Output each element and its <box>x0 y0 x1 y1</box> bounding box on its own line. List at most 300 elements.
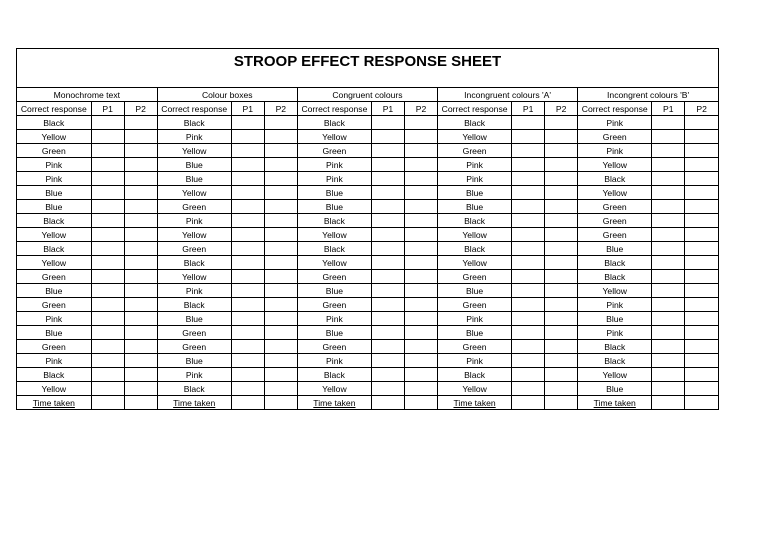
p1-response-cell[interactable] <box>91 256 124 270</box>
p1-response-cell[interactable] <box>652 116 685 130</box>
p2-response-cell[interactable] <box>545 116 578 130</box>
p1-response-cell[interactable] <box>371 382 404 396</box>
p2-response-cell[interactable] <box>545 256 578 270</box>
correct-response-cell: Green <box>578 228 652 242</box>
p1-response-cell[interactable] <box>512 158 545 172</box>
correct-response-header: Correct response <box>297 102 371 116</box>
correct-response-cell: Blue <box>17 326 91 340</box>
correct-response-cell: Black <box>157 298 231 312</box>
p2-response-cell[interactable] <box>404 158 437 172</box>
p2-response-cell[interactable] <box>685 382 718 396</box>
correct-response-cell: Green <box>17 298 91 312</box>
p2-response-cell[interactable] <box>685 214 718 228</box>
p2-response-cell[interactable] <box>264 382 297 396</box>
p1-response-cell[interactable] <box>512 354 545 368</box>
p1-time-cell[interactable] <box>91 396 124 410</box>
p2-response-cell[interactable] <box>404 200 437 214</box>
p1-response-cell[interactable] <box>231 326 264 340</box>
correct-response-cell: Yellow <box>17 130 91 144</box>
p1-response-cell[interactable] <box>371 116 404 130</box>
correct-response-cell: Yellow <box>297 228 371 242</box>
p2-response-cell[interactable] <box>264 116 297 130</box>
p1-response-cell[interactable] <box>371 270 404 284</box>
p2-response-cell[interactable] <box>124 200 157 214</box>
p1-response-cell[interactable] <box>512 256 545 270</box>
correct-response-cell: Blue <box>297 186 371 200</box>
correct-response-cell: Pink <box>578 144 652 158</box>
p2-response-cell[interactable] <box>545 172 578 186</box>
p1-response-cell[interactable] <box>91 116 124 130</box>
p1-response-cell[interactable] <box>371 172 404 186</box>
p1-response-cell[interactable] <box>91 158 124 172</box>
p1-response-cell[interactable] <box>231 284 264 298</box>
p1-response-cell[interactable] <box>652 340 685 354</box>
p2-response-cell[interactable] <box>404 354 437 368</box>
section-title: Congruent colours <box>297 88 437 102</box>
p1-response-cell[interactable] <box>91 382 124 396</box>
p2-response-cell[interactable] <box>545 144 578 158</box>
correct-response-cell: Yellow <box>578 368 652 382</box>
p1-response-cell[interactable] <box>91 172 124 186</box>
p2-response-cell[interactable] <box>685 298 718 312</box>
p1-response-cell[interactable] <box>371 242 404 256</box>
correct-response-cell: Black <box>297 368 371 382</box>
p1-response-cell[interactable] <box>231 242 264 256</box>
column-header-row <box>17 102 718 116</box>
p1-response-cell[interactable] <box>512 172 545 186</box>
p1-response-cell[interactable] <box>91 284 124 298</box>
p1-response-cell[interactable] <box>652 130 685 144</box>
correct-response-cell: Black <box>157 116 231 130</box>
p2-response-cell[interactable] <box>545 186 578 200</box>
p2-response-cell[interactable] <box>545 382 578 396</box>
p1-header: P1 <box>231 102 264 116</box>
correct-response-cell: Blue <box>157 312 231 326</box>
p2-response-cell[interactable] <box>685 172 718 186</box>
p1-response-cell[interactable] <box>91 270 124 284</box>
table-row <box>17 172 718 186</box>
p1-response-cell[interactable] <box>371 284 404 298</box>
p2-response-cell[interactable] <box>545 214 578 228</box>
p1-response-cell[interactable] <box>371 326 404 340</box>
p2-response-cell[interactable] <box>124 326 157 340</box>
correct-response-cell: Blue <box>438 284 512 298</box>
p1-response-cell[interactable] <box>652 172 685 186</box>
correct-response-cell: Black <box>17 214 91 228</box>
p2-response-cell[interactable] <box>124 298 157 312</box>
p2-response-cell[interactable] <box>685 368 718 382</box>
p1-response-cell[interactable] <box>652 368 685 382</box>
p1-response-cell[interactable] <box>512 130 545 144</box>
p1-response-cell[interactable] <box>371 214 404 228</box>
p2-response-cell[interactable] <box>264 242 297 256</box>
section-title: Colour boxes <box>157 88 297 102</box>
p2-response-cell[interactable] <box>404 186 437 200</box>
p2-response-cell[interactable] <box>685 200 718 214</box>
p2-response-cell[interactable] <box>404 214 437 228</box>
p1-response-cell[interactable] <box>231 200 264 214</box>
p2-response-cell[interactable] <box>264 172 297 186</box>
correct-response-cell: Yellow <box>438 382 512 396</box>
p2-response-cell[interactable] <box>404 116 437 130</box>
p1-response-cell[interactable] <box>231 130 264 144</box>
correct-response-cell: Blue <box>297 326 371 340</box>
p1-response-cell[interactable] <box>371 130 404 144</box>
p2-time-cell[interactable] <box>545 396 578 410</box>
correct-response-cell: Black <box>578 340 652 354</box>
correct-response-cell: Pink <box>297 312 371 326</box>
correct-response-cell: Green <box>297 298 371 312</box>
correct-response-cell: Pink <box>17 354 91 368</box>
p2-response-cell[interactable] <box>264 158 297 172</box>
p2-response-cell[interactable] <box>124 354 157 368</box>
p1-header: P1 <box>512 102 545 116</box>
p2-response-cell[interactable] <box>124 284 157 298</box>
p1-response-cell[interactable] <box>231 186 264 200</box>
p1-response-cell[interactable] <box>91 340 124 354</box>
p2-response-cell[interactable] <box>264 340 297 354</box>
p1-response-cell[interactable] <box>231 298 264 312</box>
p1-response-cell[interactable] <box>652 284 685 298</box>
p1-response-cell[interactable] <box>371 228 404 242</box>
correct-response-cell: Yellow <box>157 228 231 242</box>
p2-response-cell[interactable] <box>685 354 718 368</box>
p1-response-cell[interactable] <box>652 242 685 256</box>
p2-response-cell[interactable] <box>685 270 718 284</box>
p2-response-cell[interactable] <box>545 312 578 326</box>
p2-response-cell[interactable] <box>124 214 157 228</box>
p2-response-cell[interactable] <box>404 284 437 298</box>
p2-response-cell[interactable] <box>545 368 578 382</box>
p1-response-cell[interactable] <box>371 340 404 354</box>
p2-response-cell[interactable] <box>264 298 297 312</box>
p2-time-cell[interactable] <box>685 396 718 410</box>
correct-response-cell: Pink <box>438 354 512 368</box>
p1-response-cell[interactable] <box>652 312 685 326</box>
p1-response-cell[interactable] <box>231 158 264 172</box>
correct-response-cell: Blue <box>578 312 652 326</box>
correct-response-header: Correct response <box>157 102 231 116</box>
p2-time-cell[interactable] <box>404 396 437 410</box>
p1-response-cell[interactable] <box>91 214 124 228</box>
p1-response-cell[interactable] <box>512 242 545 256</box>
p2-response-cell[interactable] <box>545 228 578 242</box>
correct-response-cell: Yellow <box>297 382 371 396</box>
p2-response-cell[interactable] <box>124 228 157 242</box>
p2-response-cell[interactable] <box>685 326 718 340</box>
p1-response-cell[interactable] <box>512 312 545 326</box>
p2-response-cell[interactable] <box>264 200 297 214</box>
p1-response-cell[interactable] <box>512 214 545 228</box>
p2-response-cell[interactable] <box>124 186 157 200</box>
p1-response-cell[interactable] <box>231 256 264 270</box>
correct-response-cell: Pink <box>17 172 91 186</box>
correct-response-cell: Blue <box>297 284 371 298</box>
correct-response-cell: Black <box>297 242 371 256</box>
p2-response-cell[interactable] <box>685 130 718 144</box>
p2-response-cell[interactable] <box>404 368 437 382</box>
table-row <box>17 214 718 228</box>
p1-response-cell[interactable] <box>371 186 404 200</box>
p2-response-cell[interactable] <box>124 270 157 284</box>
p1-time-cell[interactable] <box>512 396 545 410</box>
p1-response-cell[interactable] <box>652 158 685 172</box>
p1-response-cell[interactable] <box>652 214 685 228</box>
p1-response-cell[interactable] <box>91 228 124 242</box>
p2-response-cell[interactable] <box>545 158 578 172</box>
p2-response-cell[interactable] <box>264 144 297 158</box>
p1-response-cell[interactable] <box>371 256 404 270</box>
correct-response-cell: Yellow <box>157 270 231 284</box>
table-row <box>17 312 718 326</box>
p2-header: P2 <box>264 102 297 116</box>
correct-response-cell: Green <box>17 340 91 354</box>
p1-response-cell[interactable] <box>371 144 404 158</box>
time-taken-label: Time taken <box>578 396 652 410</box>
p1-time-cell[interactable] <box>371 396 404 410</box>
p2-response-cell[interactable] <box>124 116 157 130</box>
p2-response-cell[interactable] <box>264 186 297 200</box>
p2-response-cell[interactable] <box>685 228 718 242</box>
table-row <box>17 144 718 158</box>
p1-response-cell[interactable] <box>91 368 124 382</box>
p1-response-cell[interactable] <box>512 144 545 158</box>
p2-response-cell[interactable] <box>264 256 297 270</box>
correct-response-cell: Yellow <box>297 130 371 144</box>
correct-response-cell: Blue <box>578 242 652 256</box>
correct-response-cell: Green <box>297 144 371 158</box>
correct-response-cell: Green <box>438 340 512 354</box>
correct-response-cell: Black <box>578 256 652 270</box>
p1-response-cell[interactable] <box>371 354 404 368</box>
p2-response-cell[interactable] <box>264 326 297 340</box>
p1-response-cell[interactable] <box>231 354 264 368</box>
p1-response-cell[interactable] <box>512 186 545 200</box>
p2-response-cell[interactable] <box>124 312 157 326</box>
p2-response-cell[interactable] <box>404 340 437 354</box>
p1-response-cell[interactable] <box>512 200 545 214</box>
table-row <box>17 228 718 242</box>
p1-response-cell[interactable] <box>652 326 685 340</box>
p1-response-cell[interactable] <box>512 326 545 340</box>
p2-response-cell[interactable] <box>545 200 578 214</box>
p2-response-cell[interactable] <box>404 312 437 326</box>
p2-response-cell[interactable] <box>124 158 157 172</box>
time-taken-label: Time taken <box>438 396 512 410</box>
p2-response-cell[interactable] <box>404 130 437 144</box>
correct-response-cell: Green <box>438 270 512 284</box>
p2-response-cell[interactable] <box>685 116 718 130</box>
p1-response-cell[interactable] <box>91 242 124 256</box>
p1-response-cell[interactable] <box>91 312 124 326</box>
correct-response-cell: Green <box>157 242 231 256</box>
p2-response-cell[interactable] <box>264 228 297 242</box>
p1-response-cell[interactable] <box>91 144 124 158</box>
p1-response-cell[interactable] <box>231 228 264 242</box>
p2-response-cell[interactable] <box>264 368 297 382</box>
p1-response-cell[interactable] <box>231 116 264 130</box>
table-row <box>17 326 718 340</box>
correct-response-cell: Black <box>438 368 512 382</box>
p2-response-cell[interactable] <box>545 284 578 298</box>
correct-response-cell: Green <box>17 144 91 158</box>
p1-response-cell[interactable] <box>652 186 685 200</box>
p2-response-cell[interactable] <box>404 242 437 256</box>
p2-response-cell[interactable] <box>124 172 157 186</box>
p2-response-cell[interactable] <box>124 256 157 270</box>
p2-response-cell[interactable] <box>124 382 157 396</box>
table-row <box>17 382 718 396</box>
correct-response-cell: Blue <box>157 354 231 368</box>
table-row <box>17 340 718 354</box>
p2-response-cell[interactable] <box>545 130 578 144</box>
correct-response-cell: Yellow <box>157 144 231 158</box>
p2-response-cell[interactable] <box>545 326 578 340</box>
p1-response-cell[interactable] <box>652 256 685 270</box>
p1-response-cell[interactable] <box>231 382 264 396</box>
p1-response-cell[interactable] <box>512 298 545 312</box>
p1-response-cell[interactable] <box>231 368 264 382</box>
p1-response-cell[interactable] <box>512 228 545 242</box>
p1-response-cell[interactable] <box>371 200 404 214</box>
p2-response-cell[interactable] <box>404 298 437 312</box>
p1-header: P1 <box>371 102 404 116</box>
p1-response-cell[interactable] <box>371 312 404 326</box>
p1-response-cell[interactable] <box>91 298 124 312</box>
p2-response-cell[interactable] <box>545 242 578 256</box>
p2-response-cell[interactable] <box>124 130 157 144</box>
p1-response-cell[interactable] <box>91 326 124 340</box>
correct-response-cell: Pink <box>157 214 231 228</box>
p2-response-cell[interactable] <box>404 270 437 284</box>
p2-response-cell[interactable] <box>404 256 437 270</box>
correct-response-cell: Pink <box>438 312 512 326</box>
p2-response-cell[interactable] <box>264 354 297 368</box>
correct-response-cell: Pink <box>297 172 371 186</box>
correct-response-cell: Blue <box>438 200 512 214</box>
p1-response-cell[interactable] <box>91 354 124 368</box>
p1-response-cell[interactable] <box>231 144 264 158</box>
p1-response-cell[interactable] <box>512 368 545 382</box>
p1-response-cell[interactable] <box>231 214 264 228</box>
correct-response-cell: Blue <box>157 158 231 172</box>
p2-time-cell[interactable] <box>124 396 157 410</box>
correct-response-cell: Black <box>578 172 652 186</box>
p2-response-cell[interactable] <box>404 326 437 340</box>
correct-response-cell: Green <box>578 200 652 214</box>
p1-response-cell[interactable] <box>371 368 404 382</box>
p1-response-cell[interactable] <box>231 340 264 354</box>
p2-response-cell[interactable] <box>404 228 437 242</box>
correct-response-cell: Pink <box>17 158 91 172</box>
p1-response-cell[interactable] <box>652 382 685 396</box>
p1-response-cell[interactable] <box>652 298 685 312</box>
p1-response-cell[interactable] <box>91 186 124 200</box>
p2-response-cell[interactable] <box>124 368 157 382</box>
correct-response-cell: Yellow <box>438 228 512 242</box>
correct-response-cell: Pink <box>157 284 231 298</box>
correct-response-cell: Blue <box>438 186 512 200</box>
table-row <box>17 284 718 298</box>
p1-response-cell[interactable] <box>231 270 264 284</box>
correct-response-cell: Black <box>17 116 91 130</box>
p1-response-cell[interactable] <box>652 354 685 368</box>
p1-response-cell[interactable] <box>512 116 545 130</box>
p2-header: P2 <box>124 102 157 116</box>
correct-response-cell: Black <box>157 256 231 270</box>
p2-response-cell[interactable] <box>685 340 718 354</box>
p1-response-cell[interactable] <box>91 200 124 214</box>
p2-response-cell[interactable] <box>264 284 297 298</box>
time-taken-label: Time taken <box>297 396 371 410</box>
p1-response-cell[interactable] <box>512 270 545 284</box>
p2-response-cell[interactable] <box>264 130 297 144</box>
correct-response-cell: Yellow <box>297 256 371 270</box>
p2-response-cell[interactable] <box>124 144 157 158</box>
p1-header: P1 <box>652 102 685 116</box>
correct-response-cell: Pink <box>578 298 652 312</box>
p2-response-cell[interactable] <box>685 158 718 172</box>
p2-response-cell[interactable] <box>685 256 718 270</box>
correct-response-header: Correct response <box>438 102 512 116</box>
p1-response-cell[interactable] <box>371 158 404 172</box>
p2-response-cell[interactable] <box>264 270 297 284</box>
p1-response-cell[interactable] <box>512 284 545 298</box>
p2-response-cell[interactable] <box>685 284 718 298</box>
p1-time-cell[interactable] <box>652 396 685 410</box>
p2-response-cell[interactable] <box>404 144 437 158</box>
table-row <box>17 298 718 312</box>
p2-response-cell[interactable] <box>545 354 578 368</box>
correct-response-cell: Black <box>578 270 652 284</box>
correct-response-cell: Green <box>157 326 231 340</box>
p1-time-cell[interactable] <box>231 396 264 410</box>
p1-response-cell[interactable] <box>231 312 264 326</box>
p2-response-cell[interactable] <box>124 340 157 354</box>
p2-response-cell[interactable] <box>685 144 718 158</box>
p1-response-cell[interactable] <box>371 298 404 312</box>
p1-response-cell[interactable] <box>652 144 685 158</box>
table-row <box>17 158 718 172</box>
p2-response-cell[interactable] <box>404 382 437 396</box>
table-row <box>17 242 718 256</box>
p2-response-cell[interactable] <box>264 214 297 228</box>
p2-response-cell[interactable] <box>685 312 718 326</box>
p2-time-cell[interactable] <box>264 396 297 410</box>
p2-response-cell[interactable] <box>545 340 578 354</box>
p2-response-cell[interactable] <box>264 312 297 326</box>
p1-response-cell[interactable] <box>652 200 685 214</box>
p2-response-cell[interactable] <box>685 242 718 256</box>
p2-response-cell[interactable] <box>545 298 578 312</box>
table-row <box>17 368 718 382</box>
table-row <box>17 270 718 284</box>
correct-response-cell: Green <box>438 144 512 158</box>
p1-response-cell[interactable] <box>91 130 124 144</box>
p2-response-cell[interactable] <box>124 242 157 256</box>
p1-response-cell[interactable] <box>512 340 545 354</box>
p2-response-cell[interactable] <box>685 186 718 200</box>
correct-response-cell: Blue <box>17 186 91 200</box>
p1-response-cell[interactable] <box>512 382 545 396</box>
p2-response-cell[interactable] <box>404 172 437 186</box>
p1-response-cell[interactable] <box>652 270 685 284</box>
p1-response-cell[interactable] <box>652 228 685 242</box>
p2-response-cell[interactable] <box>545 270 578 284</box>
correct-response-cell: Yellow <box>17 256 91 270</box>
p1-response-cell[interactable] <box>231 172 264 186</box>
correct-response-cell: Green <box>297 340 371 354</box>
